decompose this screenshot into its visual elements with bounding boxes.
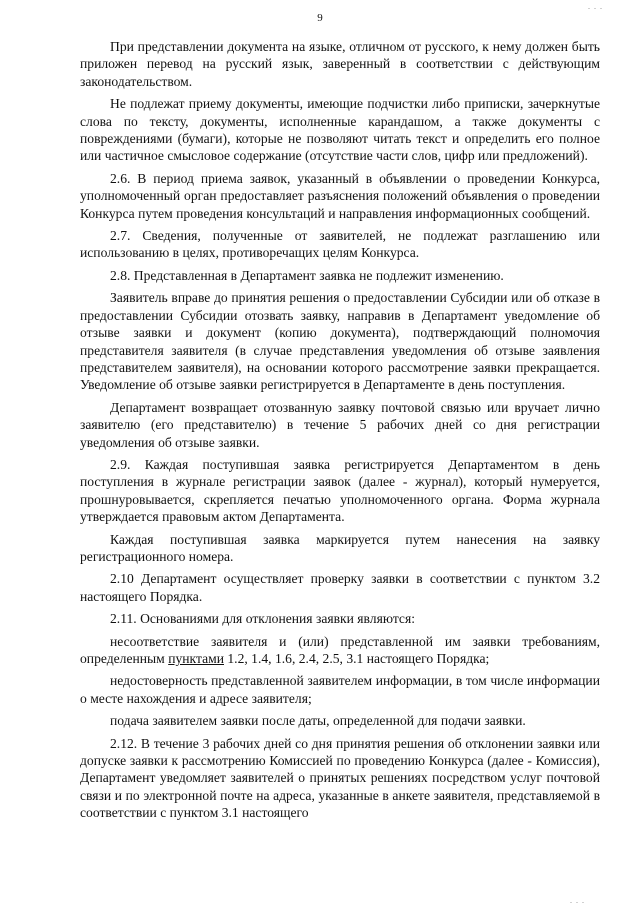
paragraph-late-submission: подача заявителем заявки после даты, определенной для подачи заявки. [110,713,526,729]
paragraph-2-10-verification: 2.10 Департамент осуществляет проверку заявки в соответствии с пунктом 3.2 настоящего Порядка. [80,571,600,604]
paragraph-return-withdrawn: Департамент возвращает отозванную заявку почтовой связью или вручает лично заявителю (его представителю) в течение 5 рабочих дней со дня регистрации уведомления об отзыве заявки. [80,399,600,450]
paragraph-rejected-documents: Не подлежат приему документы, имеющие подчистки либо приписки, зачеркнутые слова по тексту, документы, исполненные карандашом, а также документы с повреждениями (бумаги), которые не позволяют читать текст и определить его полное или частичное смысловое содержание (отсутствие части слов, цифр или предложений). [80,96,600,164]
paragraph-2-9-registration: 2.9. Каждая поступившая заявка регистрируется Департаментом в день поступления в журнале регистрации заявок (далее - журнал), который нумеруется, прошнуровывается, скрепляется печатью уполномоченного органа. Форма журнала утверждается правовым актом Департамента. [80,456,600,525]
nonconformity-text-start: несоответствие заявителя и (или) представленной им заявки требованиям, определенным [80,633,600,666]
paragraph-2-6-clarifications: 2.6. В период приема заявок, указанный в объявлении о проведении Конкурса, уполномоченный орган предоставляет разъяснения положений объявления о проведении Конкурса путем проведения консультаций и направления информационных сообщений. [80,170,600,221]
paragraph-2-8-no-changes: 2.8. Представленная в Департамент заявка не подлежит изменению. [110,267,504,283]
paragraph-2-11-grounds: 2.11. Основаниями для отклонения заявки являются: [110,611,415,627]
paragraph-translation-requirement: При представлении документа на языке, отличном от русского, к нему должен быть приложен перевод на русский язык, заверенный в соответствии с действующим законодательством. [80,39,600,89]
scan-artifact-top: . . . [588,2,603,11]
paragraph-nonconformity [80,633,600,668]
paragraph-false-information: недостоверность представленной заявителем информации, в том числе информации о месте нахождения и адресе заявителя; [80,673,600,706]
paragraph-2-7-confidentiality: 2.7. Сведения, полученные от заявителей, не подлежат разглашению или использованию в целях, противоречащих целям Конкурса. [80,228,600,261]
document-body [80,38,600,827]
paragraph-marking: Каждая поступившая заявка маркируется путем нанесения на заявку регистрационного номера. [80,531,600,564]
paragraph-withdrawal: Заявитель вправе до принятия решения о предоставлении Субсидии или об отказе в предоставлении Субсидии отозвать заявку, направив в Департамент уведомление об отзыве заявки и документ (копию документа), подтверждающий полномочия представителя заявителя (в случае представления уведомления об отзыве заявления представителем заявителя), на основании которого рассмотрение заявки прекращается. Уведомление об отзыве заявки регистрируется в Департаменте в день поступления. [80,290,600,393]
page-number: 9 [317,12,323,24]
nonconformity-underlined-word: пунктами [168,651,224,666]
scan-artifact-bottom: . . . [570,896,585,905]
paragraph-2-12-notification: 2.12. В течение 3 рабочих дней со дня принятия решения об отклонении заявки или допуске заявки к рассмотрению Комиссией по проведению Конкурса (далее - Комиссия), Департамент уведомляет заявителей о принятых решениях посредством услуг почтовой связи и по электронной почте на адреса, указанные в анкете заявителя, представляемой в соответствии с пунктом 3.1 настоящего [80,735,600,821]
nonconformity-text-end: 1.2, 1.4, 1.6, 2.4, 2.5, 3.1 настоящего Порядка; [223,651,490,666]
